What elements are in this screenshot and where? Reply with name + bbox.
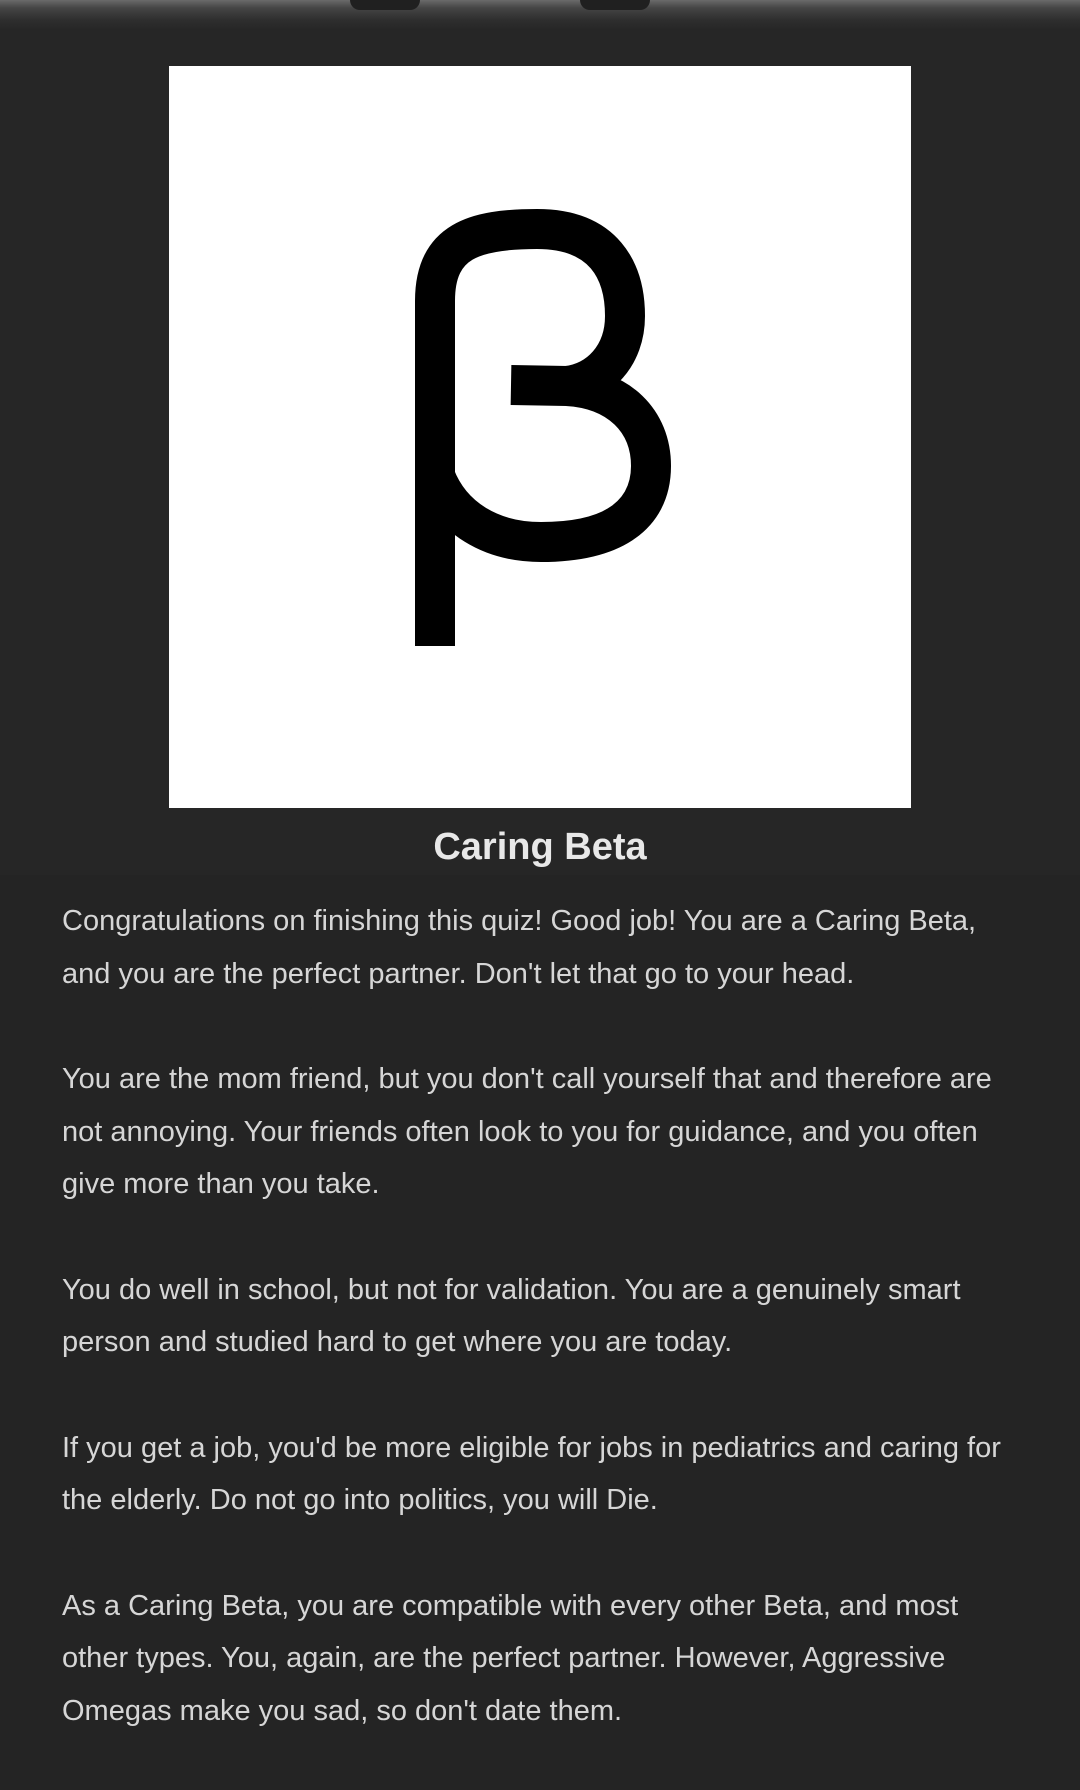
result-title: Caring Beta: [433, 826, 647, 868]
description-paragraph: As a Caring Beta, you are compatible with every other Beta, and most other types. You, again, are the perfect partner. However, Aggressive Omegas make you sad, so don't date them.: [62, 1589, 959, 1727]
description-paragraph: You are the mom friend, but you don't call yourself that and therefore are not annoying. Your friends often look to you for guidance, and you often give more than you take.: [62, 1063, 992, 1200]
beta-symbol-icon: [169, 66, 911, 808]
description-paragraph: If you get a job, you'd be more eligible for jobs in pediatrics and caring for the elderly. Do not go into politics, you will Die.: [62, 1431, 1001, 1516]
result-description: [62, 895, 1022, 1790]
top-edge-notch: [350, 0, 420, 10]
description-paragraph: Congratulations on finishing this quiz! Good job! You are a Caring Beta, and you are the perfect partner. Don't let that go to your head.: [62, 905, 977, 990]
top-edge-shadow: [0, 0, 1080, 30]
description-paragraph: You do well in school, but not for validation. You are a genuinely smart person and studied hard to get where you are today.: [62, 1273, 961, 1358]
result-header: [0, 30, 1080, 875]
top-edge-notch: [580, 0, 650, 10]
result-image: [169, 66, 911, 808]
